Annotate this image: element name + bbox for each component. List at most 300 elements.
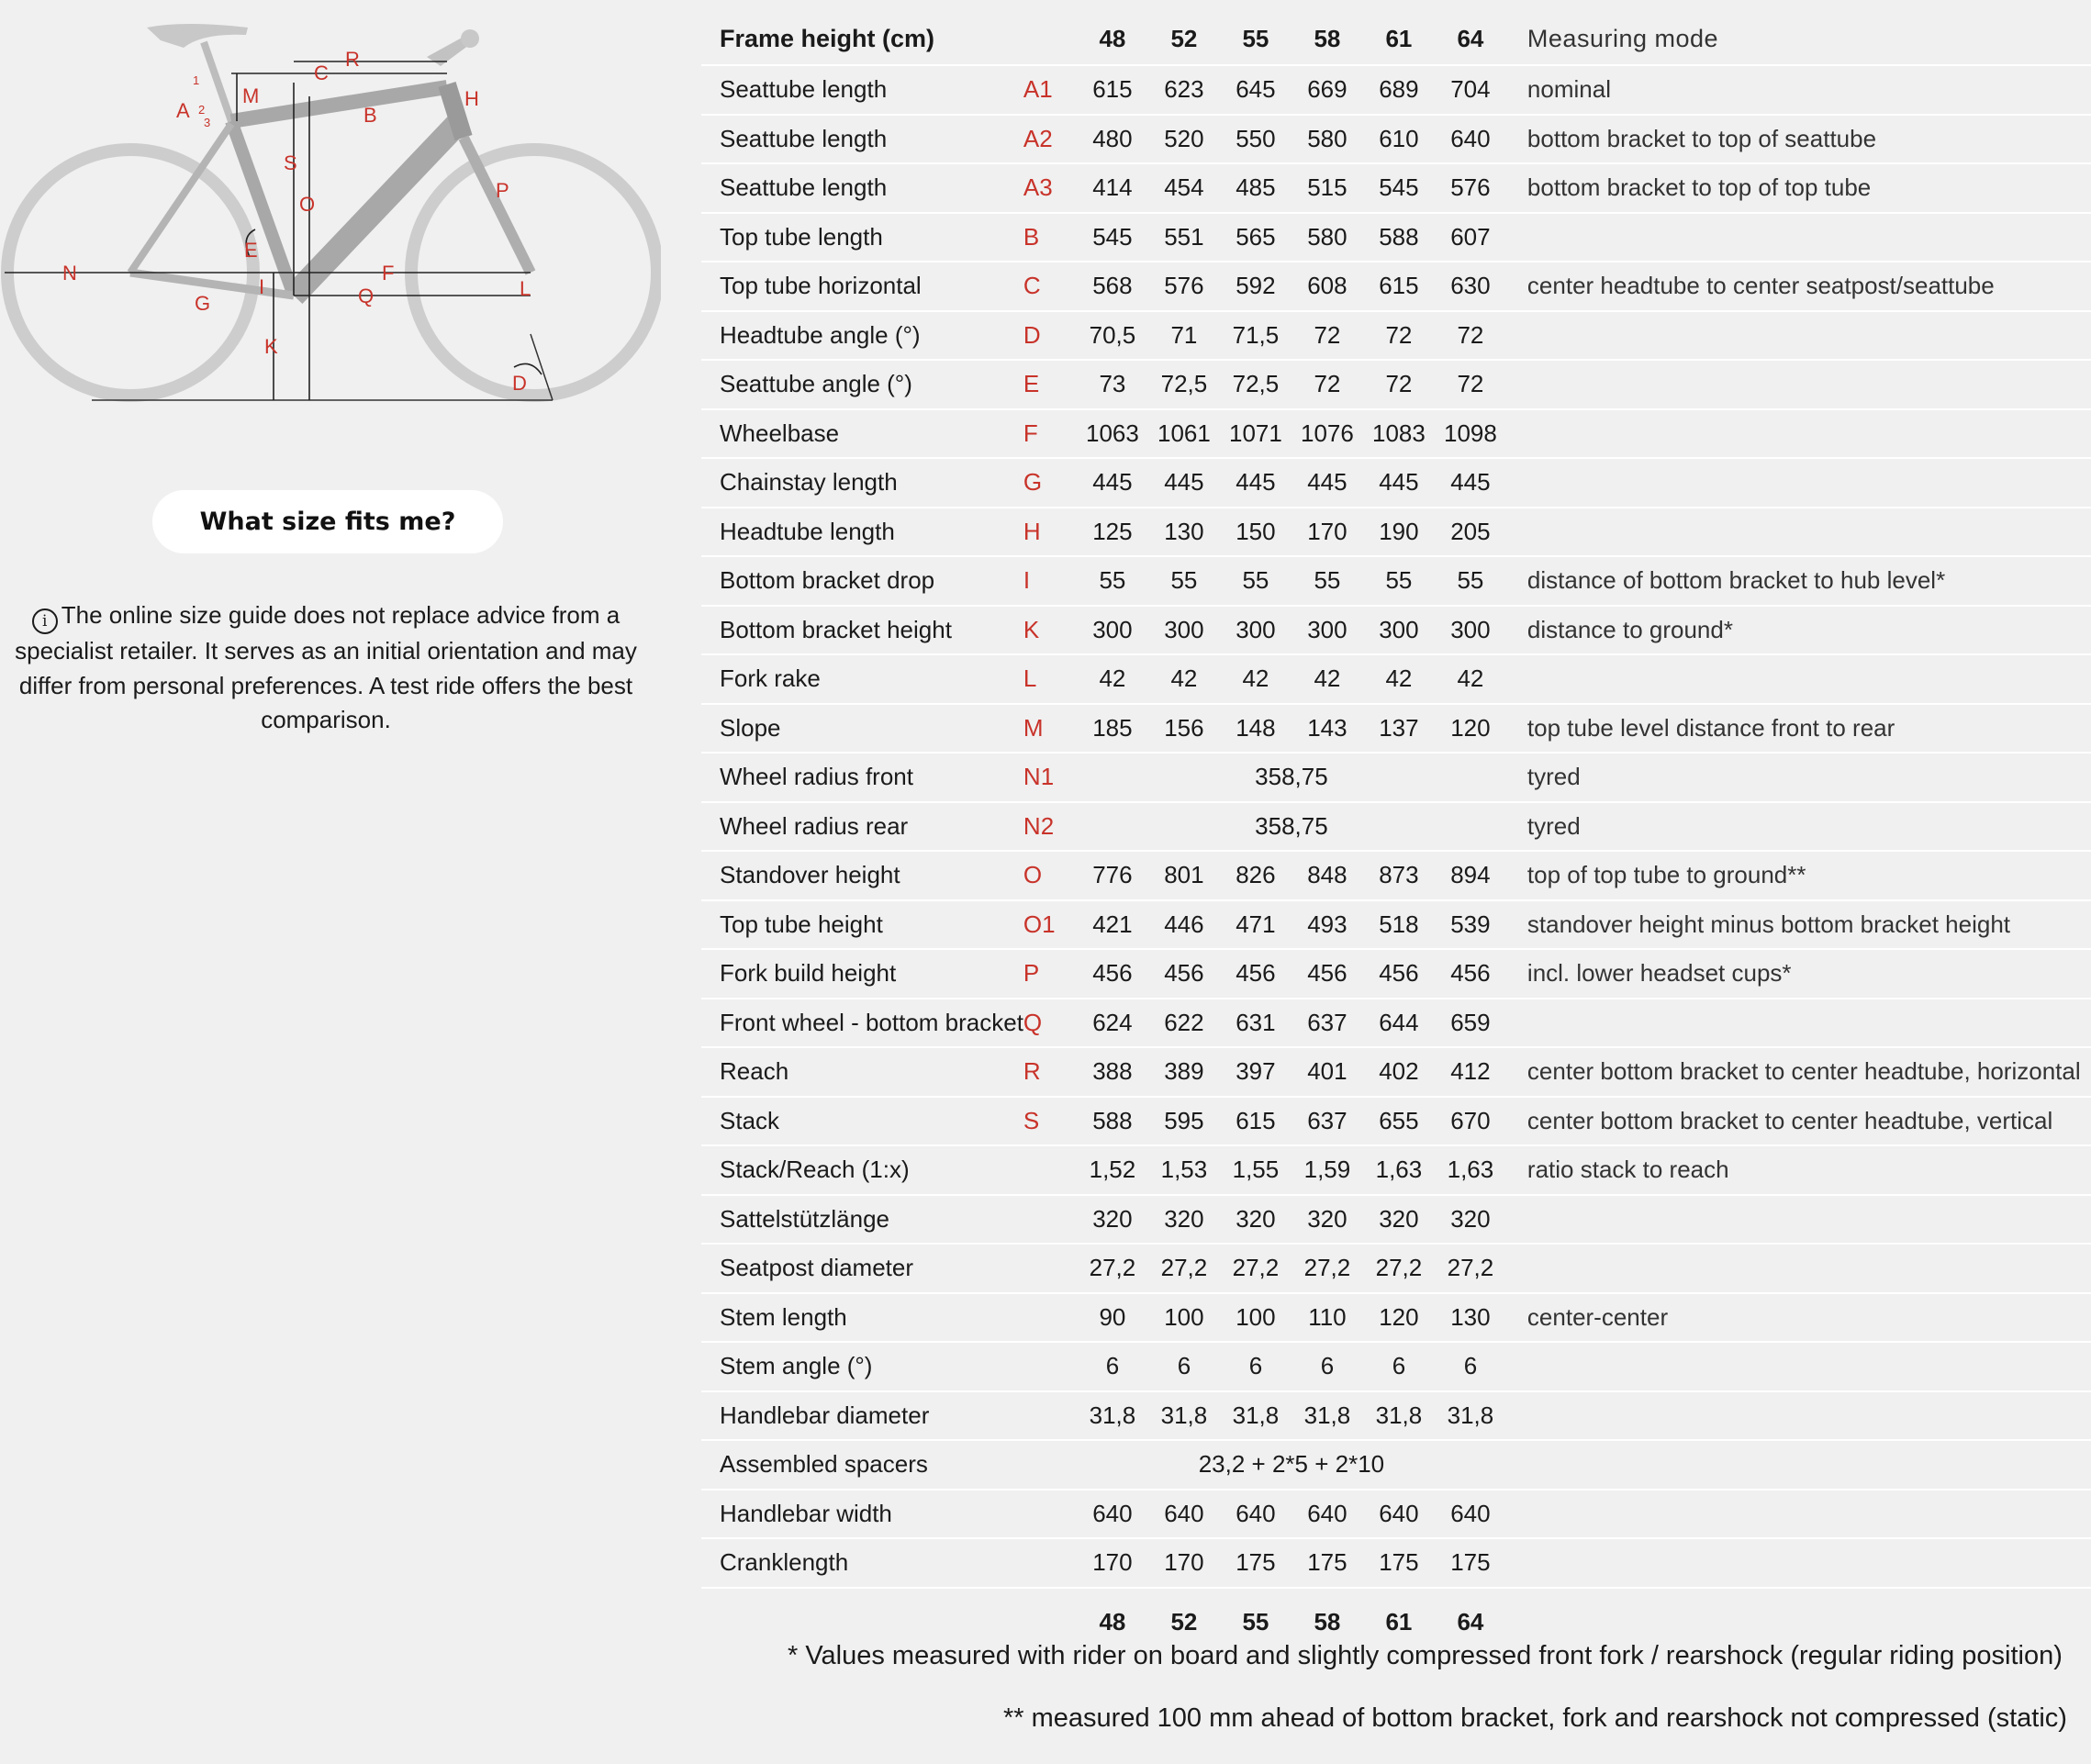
row-value: 445 <box>1292 458 1363 508</box>
row-value: 72 <box>1292 311 1363 361</box>
row-code: A3 <box>1023 163 1077 213</box>
row-name: Fork rake <box>701 654 1023 704</box>
table-row <box>701 654 2091 704</box>
table-row <box>701 360 2091 409</box>
row-value: 607 <box>1435 213 1506 262</box>
row-value: 300 <box>1077 606 1148 655</box>
row-value: 1083 <box>1363 409 1435 459</box>
row-value: 320 <box>1363 1195 1435 1245</box>
row-value: 445 <box>1435 458 1506 508</box>
row-code: A2 <box>1023 115 1077 164</box>
row-name: Stem length <box>701 1293 1023 1343</box>
row-measuring-mode <box>1506 508 2091 557</box>
row-code <box>1023 1244 1077 1293</box>
row-name: Stem angle (°) <box>701 1342 1023 1391</box>
bike-geometry-diagram <box>0 14 661 413</box>
row-value: 445 <box>1363 458 1435 508</box>
table-row <box>701 999 2091 1048</box>
row-value: 320 <box>1292 1195 1363 1245</box>
row-name: Top tube height <box>701 900 1023 950</box>
row-value: 27,2 <box>1220 1244 1292 1293</box>
label-c: C <box>314 61 329 84</box>
row-value: 588 <box>1363 213 1435 262</box>
row-name: Front wheel - bottom bracket <box>701 999 1023 1048</box>
row-measuring-mode: center bottom bracket to center headtube, horizontal <box>1506 1047 2091 1097</box>
row-code <box>1023 1391 1077 1441</box>
row-value: 595 <box>1148 1097 1220 1146</box>
disclaimer-text: The online size guide does not replace advice from a specialist retailer. It serves as an initial orientation and may differ from personal preferences. A test ride offers the best comparison. <box>15 601 637 733</box>
table-row <box>701 1391 2091 1441</box>
row-value: 110 <box>1292 1293 1363 1343</box>
saddle <box>147 24 248 48</box>
row-code: G <box>1023 458 1077 508</box>
row-measuring-mode <box>1506 654 2091 704</box>
table-row <box>701 65 2091 115</box>
size-guide-disclaimer <box>9 598 643 738</box>
row-name: Assembled spacers <box>701 1440 1023 1490</box>
label-k: K <box>264 335 278 358</box>
row-code: L <box>1023 654 1077 704</box>
row-value: 72,5 <box>1148 360 1220 409</box>
row-value: 669 <box>1292 65 1363 115</box>
size-header: 58 <box>1292 13 1363 65</box>
row-code: N2 <box>1023 802 1077 852</box>
size-footer: 48 <box>1099 1608 1126 1636</box>
measuring-mode-header: Measuring mode <box>1506 13 2091 65</box>
row-value: 588 <box>1077 1097 1148 1146</box>
size-footer: 55 <box>1242 1608 1269 1636</box>
label-e: E <box>244 239 258 262</box>
row-code <box>1023 1490 1077 1539</box>
row-value: 518 <box>1363 900 1435 950</box>
row-value: 580 <box>1292 115 1363 164</box>
label-i: I <box>259 275 265 298</box>
row-value: 143 <box>1292 704 1363 754</box>
size-header: 48 <box>1077 13 1148 65</box>
table-row <box>701 802 2091 852</box>
size-header: 61 <box>1363 13 1435 65</box>
row-value: 608 <box>1292 262 1363 311</box>
row-value: 130 <box>1435 1293 1506 1343</box>
row-value: 27,2 <box>1292 1244 1363 1293</box>
row-value: 300 <box>1363 606 1435 655</box>
row-value: 640 <box>1435 1490 1506 1539</box>
row-value: 1063 <box>1077 409 1148 459</box>
row-name: Headtube angle (°) <box>701 311 1023 361</box>
row-code: Q <box>1023 999 1077 1048</box>
row-code: S <box>1023 1097 1077 1146</box>
row-value: 31,8 <box>1077 1391 1148 1441</box>
table-row <box>701 1538 2091 1588</box>
label-1: 1 <box>193 73 200 87</box>
row-value: 689 <box>1363 65 1435 115</box>
row-value: 55 <box>1292 556 1363 606</box>
table-row <box>701 1195 2091 1245</box>
row-value: 170 <box>1148 1538 1220 1588</box>
row-code <box>1023 1145 1077 1195</box>
row-value: 388 <box>1077 1047 1148 1097</box>
frame-height-header: Frame height (cm) <box>701 13 1023 65</box>
row-value: 456 <box>1077 949 1148 999</box>
row-value: 300 <box>1435 606 1506 655</box>
row-measuring-mode: incl. lower headset cups* <box>1506 949 2091 999</box>
row-value: 205 <box>1435 508 1506 557</box>
table-row <box>701 262 2091 311</box>
row-value: 120 <box>1363 1293 1435 1343</box>
row-value: 640 <box>1292 1490 1363 1539</box>
row-value: 1098 <box>1435 409 1506 459</box>
row-value: 401 <box>1292 1047 1363 1097</box>
row-value: 624 <box>1077 999 1148 1048</box>
size-header: 52 <box>1148 13 1220 65</box>
row-measuring-mode: bottom bracket to top of top tube <box>1506 163 2091 213</box>
row-value: 485 <box>1220 163 1292 213</box>
size-header: 55 <box>1220 13 1292 65</box>
row-value: 6 <box>1220 1342 1292 1391</box>
row-value: 175 <box>1363 1538 1435 1588</box>
chain-stay <box>130 273 294 296</box>
row-measuring-mode <box>1506 458 2091 508</box>
row-value: 72 <box>1363 311 1435 361</box>
row-value: 320 <box>1220 1195 1292 1245</box>
row-value: 1,53 <box>1148 1145 1220 1195</box>
row-value: 565 <box>1220 213 1292 262</box>
row-value: 1061 <box>1148 409 1220 459</box>
row-value: 320 <box>1077 1195 1148 1245</box>
row-value: 42 <box>1292 654 1363 704</box>
table-row <box>701 704 2091 754</box>
row-measuring-mode <box>1506 1490 2091 1539</box>
row-value: 551 <box>1148 213 1220 262</box>
row-value: 6 <box>1148 1342 1220 1391</box>
label-m: M <box>242 84 260 107</box>
row-measuring-mode <box>1506 1391 2091 1441</box>
row-value: 73 <box>1077 360 1148 409</box>
row-value: 42 <box>1148 654 1220 704</box>
row-value: 545 <box>1077 213 1148 262</box>
row-measuring-mode: top of top tube to ground** <box>1506 851 2091 900</box>
row-measuring-mode <box>1506 1538 2091 1588</box>
label-n: N <box>62 262 77 285</box>
row-value: 71,5 <box>1220 311 1292 361</box>
row-value: 55 <box>1220 556 1292 606</box>
row-name: Seattube length <box>701 115 1023 164</box>
row-value: 480 <box>1077 115 1148 164</box>
row-merged-value: 358,75 <box>1077 802 1506 852</box>
row-value: 445 <box>1220 458 1292 508</box>
label-3: 3 <box>204 116 211 129</box>
row-value: 414 <box>1077 163 1148 213</box>
row-value: 520 <box>1148 115 1220 164</box>
row-value: 42 <box>1220 654 1292 704</box>
row-value: 640 <box>1363 1490 1435 1539</box>
row-code <box>1023 1342 1077 1391</box>
geometry-panel <box>0 0 670 1764</box>
row-measuring-mode <box>1506 409 2091 459</box>
size-guide-button[interactable]: What size fits me? <box>152 490 503 553</box>
row-code <box>1023 1195 1077 1245</box>
row-measuring-mode: tyred <box>1506 753 2091 802</box>
row-measuring-mode <box>1506 213 2091 262</box>
row-value: 456 <box>1435 949 1506 999</box>
row-value: 801 <box>1148 851 1220 900</box>
row-name: Top tube length <box>701 213 1023 262</box>
row-value: 1071 <box>1220 409 1292 459</box>
row-measuring-mode: center-center <box>1506 1293 2091 1343</box>
row-measuring-mode <box>1506 1342 2091 1391</box>
row-value: 100 <box>1148 1293 1220 1343</box>
row-value: 640 <box>1077 1490 1148 1539</box>
row-value: 27,2 <box>1148 1244 1220 1293</box>
row-value: 545 <box>1363 163 1435 213</box>
size-header: 64 <box>1435 13 1506 65</box>
row-measuring-mode: top tube level distance front to rear <box>1506 704 2091 754</box>
row-value: 640 <box>1148 1490 1220 1539</box>
row-value: 1076 <box>1292 409 1363 459</box>
row-value: 27,2 <box>1363 1244 1435 1293</box>
table-row <box>701 508 2091 557</box>
row-value: 90 <box>1077 1293 1148 1343</box>
row-value: 848 <box>1292 851 1363 900</box>
row-value: 27,2 <box>1077 1244 1148 1293</box>
row-value: 456 <box>1148 949 1220 999</box>
row-value: 31,8 <box>1292 1391 1363 1441</box>
row-value: 640 <box>1220 1490 1292 1539</box>
row-value: 640 <box>1435 115 1506 164</box>
row-value: 72,5 <box>1220 360 1292 409</box>
row-value: 100 <box>1220 1293 1292 1343</box>
row-name: Handlebar diameter <box>701 1391 1023 1441</box>
row-code: H <box>1023 508 1077 557</box>
row-name: Headtube length <box>701 508 1023 557</box>
row-name: Bottom bracket height <box>701 606 1023 655</box>
row-value: 300 <box>1148 606 1220 655</box>
row-value: 704 <box>1435 65 1506 115</box>
row-value: 456 <box>1363 949 1435 999</box>
row-name: Seatpost diameter <box>701 1244 1023 1293</box>
row-measuring-mode: nominal <box>1506 65 2091 115</box>
label-q: Q <box>358 285 375 307</box>
row-name: Chainstay length <box>701 458 1023 508</box>
row-value: 300 <box>1292 606 1363 655</box>
row-value: 568 <box>1077 262 1148 311</box>
row-value: 631 <box>1220 999 1292 1048</box>
table-row <box>701 1244 2091 1293</box>
row-code: R <box>1023 1047 1077 1097</box>
row-name: Wheel radius rear <box>701 802 1023 852</box>
row-value: 397 <box>1220 1047 1292 1097</box>
label-f: F <box>382 262 395 285</box>
row-code: B <box>1023 213 1077 262</box>
row-name: Handlebar width <box>701 1490 1023 1539</box>
size-footer: 64 <box>1457 1608 1484 1636</box>
info-icon: i <box>32 608 58 634</box>
row-value: 125 <box>1077 508 1148 557</box>
row-value: 539 <box>1435 900 1506 950</box>
row-code: M <box>1023 704 1077 754</box>
label-b: B <box>363 104 377 127</box>
row-code: A1 <box>1023 65 1077 115</box>
row-name: Wheelbase <box>701 409 1023 459</box>
row-value: 615 <box>1220 1097 1292 1146</box>
row-code: K <box>1023 606 1077 655</box>
row-measuring-mode <box>1506 311 2091 361</box>
row-code: O <box>1023 851 1077 900</box>
row-code <box>1023 1538 1077 1588</box>
row-name: Reach <box>701 1047 1023 1097</box>
row-code <box>1023 1293 1077 1343</box>
row-value: 1,52 <box>1077 1145 1148 1195</box>
table-row <box>701 213 2091 262</box>
table-row <box>701 606 2091 655</box>
row-value: 72 <box>1435 360 1506 409</box>
size-footer: 58 <box>1314 1608 1341 1636</box>
table-row <box>701 1097 2091 1146</box>
row-value: 42 <box>1077 654 1148 704</box>
row-name: Wheel radius front <box>701 753 1023 802</box>
row-measuring-mode: standover height minus bottom bracket height <box>1506 900 2091 950</box>
table-row <box>701 1490 2091 1539</box>
row-value: 645 <box>1220 65 1292 115</box>
footnote-static: ** measured 100 mm ahead of bottom bracket, fork and rearshock not compressed (static) <box>1003 1703 2067 1733</box>
label-r: R <box>345 48 360 71</box>
row-value: 130 <box>1148 508 1220 557</box>
row-name: Stack <box>701 1097 1023 1146</box>
row-measuring-mode: tyred <box>1506 802 2091 852</box>
row-value: 170 <box>1077 1538 1148 1588</box>
row-measuring-mode: center headtube to center seatpost/seattube <box>1506 262 2091 311</box>
table-row <box>701 409 2091 459</box>
table-row <box>701 115 2091 164</box>
table-row <box>701 458 2091 508</box>
row-name: Slope <box>701 704 1023 754</box>
row-value: 27,2 <box>1435 1244 1506 1293</box>
row-value: 55 <box>1077 556 1148 606</box>
row-value: 622 <box>1148 999 1220 1048</box>
row-value: 446 <box>1148 900 1220 950</box>
row-measuring-mode <box>1506 999 2091 1048</box>
row-value: 421 <box>1077 900 1148 950</box>
row-value: 148 <box>1220 704 1292 754</box>
row-value: 456 <box>1220 949 1292 999</box>
label-l: L <box>520 277 531 300</box>
row-value: 55 <box>1148 556 1220 606</box>
label-a: A <box>176 99 190 122</box>
row-value: 175 <box>1292 1538 1363 1588</box>
row-value: 826 <box>1220 851 1292 900</box>
row-value: 70,5 <box>1077 311 1148 361</box>
row-value: 185 <box>1077 704 1148 754</box>
row-value: 493 <box>1292 900 1363 950</box>
row-name: Standover height <box>701 851 1023 900</box>
row-value: 610 <box>1363 115 1435 164</box>
row-value: 6 <box>1292 1342 1363 1391</box>
row-value: 31,8 <box>1220 1391 1292 1441</box>
row-value: 412 <box>1435 1047 1506 1097</box>
footnote-rider-compressed: * Values measured with rider on board and slightly compressed front fork / rearshock (regular riding position) <box>788 1641 2063 1670</box>
row-value: 31,8 <box>1148 1391 1220 1441</box>
size-footer: 61 <box>1385 1608 1413 1636</box>
row-name: Cranklength <box>701 1538 1023 1588</box>
label-p: P <box>496 179 509 202</box>
row-measuring-mode <box>1506 360 2091 409</box>
row-value: 55 <box>1435 556 1506 606</box>
row-measuring-mode: bottom bracket to top of seattube <box>1506 115 2091 164</box>
row-value: 776 <box>1077 851 1148 900</box>
table-row <box>701 949 2091 999</box>
row-code: O1 <box>1023 900 1077 950</box>
row-code: N1 <box>1023 753 1077 802</box>
row-value: 445 <box>1077 458 1148 508</box>
row-code <box>1023 1440 1077 1490</box>
row-value: 190 <box>1363 508 1435 557</box>
row-value: 170 <box>1292 508 1363 557</box>
row-value: 644 <box>1363 999 1435 1048</box>
row-code: I <box>1023 556 1077 606</box>
row-value: 550 <box>1220 115 1292 164</box>
row-value: 175 <box>1220 1538 1292 1588</box>
geometry-table <box>701 13 2091 1657</box>
row-value: 6 <box>1435 1342 1506 1391</box>
row-value: 389 <box>1148 1047 1220 1097</box>
row-value: 592 <box>1220 262 1292 311</box>
row-value: 72 <box>1435 311 1506 361</box>
row-value: 156 <box>1148 704 1220 754</box>
row-name: Stack/Reach (1:x) <box>701 1145 1023 1195</box>
row-value: 515 <box>1292 163 1363 213</box>
row-value: 1,59 <box>1292 1145 1363 1195</box>
row-value: 655 <box>1363 1097 1435 1146</box>
row-name: Seattube length <box>701 65 1023 115</box>
row-value: 576 <box>1148 262 1220 311</box>
table-row <box>701 900 2091 950</box>
row-value: 6 <box>1077 1342 1148 1391</box>
row-value: 320 <box>1435 1195 1506 1245</box>
row-value: 150 <box>1220 508 1292 557</box>
row-code: E <box>1023 360 1077 409</box>
row-value: 120 <box>1435 704 1506 754</box>
row-value: 31,8 <box>1435 1391 1506 1441</box>
row-value: 42 <box>1435 654 1506 704</box>
row-code: D <box>1023 311 1077 361</box>
row-value: 445 <box>1148 458 1220 508</box>
table-row <box>701 556 2091 606</box>
label-d: D <box>512 372 527 395</box>
row-value: 1,55 <box>1220 1145 1292 1195</box>
row-measuring-mode <box>1506 1195 2091 1245</box>
row-value: 71 <box>1148 311 1220 361</box>
row-value: 31,8 <box>1363 1391 1435 1441</box>
table-row <box>701 851 2091 900</box>
row-value: 72 <box>1292 360 1363 409</box>
table-row <box>701 311 2091 361</box>
row-name: Top tube horizontal <box>701 262 1023 311</box>
row-code: P <box>1023 949 1077 999</box>
row-value: 615 <box>1363 262 1435 311</box>
row-value: 637 <box>1292 1097 1363 1146</box>
row-measuring-mode <box>1506 1244 2091 1293</box>
row-value: 72 <box>1363 360 1435 409</box>
row-value: 615 <box>1077 65 1148 115</box>
row-value: 1,63 <box>1363 1145 1435 1195</box>
table-row <box>701 1342 2091 1391</box>
row-name: Seattube length <box>701 163 1023 213</box>
table-row <box>701 1293 2091 1343</box>
row-value: 873 <box>1363 851 1435 900</box>
table-row <box>701 1047 2091 1097</box>
row-measuring-mode: distance of bottom bracket to hub level* <box>1506 556 2091 606</box>
table-row <box>701 163 2091 213</box>
